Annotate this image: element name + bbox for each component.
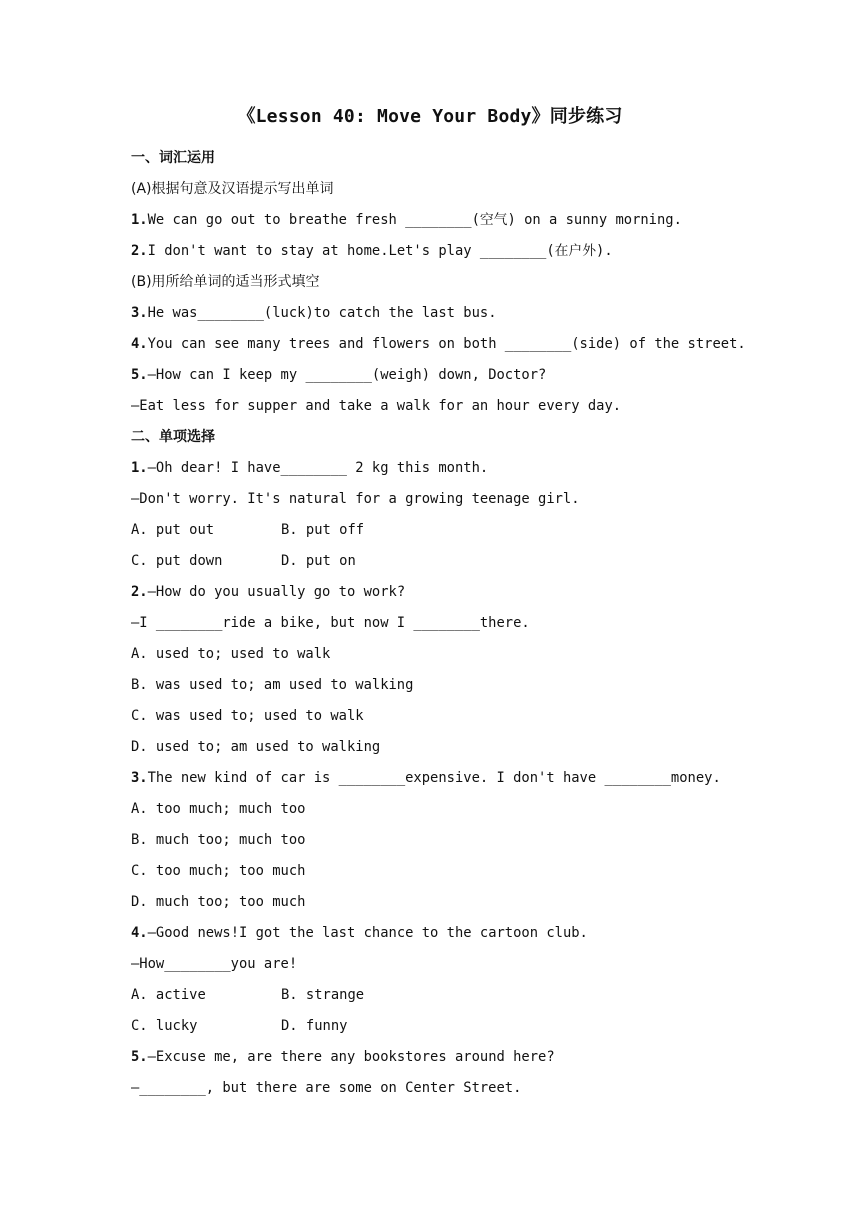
option-d: D. used to; am used to walking: [131, 739, 381, 755]
section-heading-vocabulary: 一、词汇运用: [131, 150, 215, 166]
question-text: —Oh dear! I have________ 2 kg this month.: [147, 460, 489, 476]
option-d: D. much too; too much: [131, 894, 306, 910]
question-text: The new kind of car is ________expensive. I don't have ________money.: [147, 770, 721, 786]
question-number: 5.: [131, 1049, 148, 1065]
option-c: C. put down: [131, 553, 223, 569]
vocab-question-2: [131, 236, 771, 267]
option-d: D. put on: [281, 553, 356, 569]
option-b: B. strange: [281, 987, 365, 1003]
section-heading-multiple-choice: 二、单项选择: [131, 429, 215, 445]
option-b: B. was used to; am used to walking: [131, 677, 414, 693]
question-number: 3.: [131, 770, 148, 786]
question-text: —Good news!I got the last chance to the cartoon club.: [147, 925, 588, 941]
option-b: B. put off: [281, 522, 365, 538]
mc-question-5-line2: —________, but there are some on Center Street.: [131, 1080, 522, 1096]
mc-question-4: [131, 918, 771, 949]
option-a: A. used to; used to walk: [131, 646, 331, 662]
option-c: C. was used to; used to walk: [131, 708, 364, 724]
option-c: C. lucky: [131, 1018, 198, 1034]
question-number: 4.: [131, 925, 148, 941]
mc-question-1-line2: —Don't worry. It's natural for a growing teenage girl.: [131, 491, 580, 507]
question-text: We can go out to breathe fresh ________(空气) on a sunny morning.: [147, 212, 682, 228]
option-a: A. put out: [131, 522, 215, 538]
vocab-question-1: [131, 205, 771, 236]
mc-question-5: [131, 1042, 771, 1073]
question-text: He was________(luck)to catch the last bus.: [147, 305, 497, 321]
mc-question-4-options-cd: [131, 1011, 771, 1042]
question-text: —How can I keep my ________(weigh) down, Doctor?: [147, 367, 547, 383]
vocab-question-5: [131, 360, 771, 391]
vocab-question-4: [131, 329, 771, 360]
question-text: You can see many trees and flowers on both ________(side) of the street.: [147, 336, 746, 352]
question-number: 3.: [131, 305, 148, 321]
option-a: A. active: [131, 987, 206, 1003]
option-c: C. too much; too much: [131, 863, 306, 879]
question-number: 4.: [131, 336, 148, 352]
question-text: I don't want to stay at home.Let's play ________(在户外).: [147, 243, 613, 259]
mc-question-1-options-cd: [131, 546, 771, 577]
option-b: B. much too; much too: [131, 832, 306, 848]
option-a: A. too much; much too: [131, 801, 306, 817]
question-number: 2.: [131, 584, 148, 600]
mc-question-1-options-ab: [131, 515, 771, 546]
part-a-instruction: (A)根据句意及汉语提示写出单词: [131, 181, 334, 197]
mc-question-4-options-ab: [131, 980, 771, 1011]
question-text: —How do you usually go to work?: [147, 584, 406, 600]
part-b-instruction: (B)用所给单词的适当形式填空: [131, 274, 320, 290]
question-number: 2.: [131, 243, 148, 259]
question-number: 1.: [131, 212, 148, 228]
option-d: D. funny: [281, 1018, 348, 1034]
mc-question-4-line2: —How________you are!: [131, 956, 298, 972]
mc-question-3: [131, 763, 771, 794]
question-text: —Excuse me, are there any bookstores around here?: [147, 1049, 555, 1065]
document-title: 《Lesson 40: Move Your Body》同步练习: [237, 106, 623, 127]
vocab-question-5-reply: —Eat less for supper and take a walk for an hour every day.: [131, 398, 622, 414]
question-number: 1.: [131, 460, 148, 476]
document-body: [131, 143, 771, 1104]
vocab-question-3: [131, 298, 771, 329]
mc-question-1: [131, 453, 771, 484]
mc-question-2: [131, 577, 771, 608]
question-number: 5.: [131, 367, 148, 383]
mc-question-2-line2: —I ________ride a bike, but now I ________there.: [131, 615, 530, 631]
